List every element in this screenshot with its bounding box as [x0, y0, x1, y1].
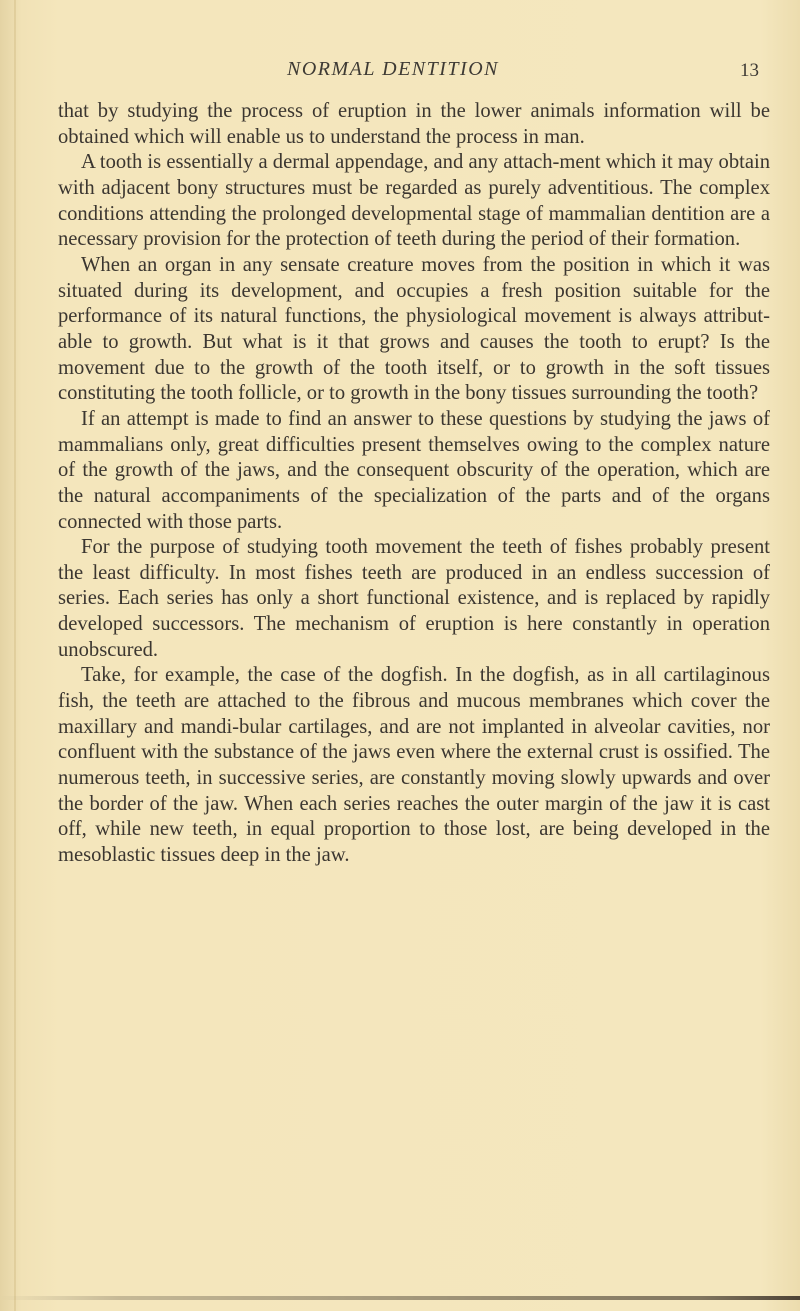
page-edge-shadow: [0, 1296, 800, 1300]
paragraph: For the purpose of studying tooth movement the teeth of fishes probably present the least difficulty. In most fishes teeth are produced in an endless succession of series. Each series has only a short functional existence, and is replaced by rapidly developed successors. The mechanism of eruption is here constantly in operation unobscured.: [58, 536, 770, 661]
page-header: [0, 58, 800, 86]
running-title: NORMAL DENTITION: [287, 58, 499, 80]
page-gutter: [14, 0, 16, 1311]
paragraph: Take, for example, the case of the dogfish. In the dogfish, as in all cartilaginous fish, the teeth are attached to the fibrous and mucous membranes which cover the maxillary and mandi-bular cartilages, and are not implanted in alveolar cavities, nor confluent with the substance of the jaws even where the external crust is ossified. The numerous teeth, in successive series, are constantly moving slowly upwards and over the border of the jaw. When each series reaches the outer margin of the jaw it is cast off, while new teeth, in equal proportion to those lost, are being developed in the mesoblastic tissues deep in the jaw.: [58, 664, 770, 867]
page-number: 13: [740, 60, 759, 81]
body-text: [58, 99, 770, 869]
paragraph: that by studying the process of eruption in the lower animals information will be obtained which will enable us to understand the process in man.: [58, 100, 770, 148]
paragraph: A tooth is essentially a dermal appendage, and any attach-ment which it may obtain with adjacent bony structures must be regarded as purely adventitious. The complex conditions attending the prolonged developmental stage of mammalian dentition are a necessary provision for the protection of teeth during the period of their formation.: [58, 151, 770, 251]
paragraph: If an attempt is made to find an answer to these questions by studying the jaws of mammalians only, great difficulties present themselves owing to the complex nature of the growth of the jaws, and the consequent obscurity of the operation, which are the natural accompaniments of the specialization of the parts and of the organs connected with those parts.: [58, 407, 770, 533]
paragraph: When an organ in any sensate creature moves from the position in which it was situated during its development, and occupies a fresh position suitable for the performance of its natural functions, the physiological movement is always attribut-able to growth. But what is it that grows and causes the tooth to erupt? Is the movement due to the growth of the tooth itself, or to growth in the soft tissues constituting the tooth follicle, or to growth in the bony tissues surrounding the tooth?: [58, 253, 770, 405]
